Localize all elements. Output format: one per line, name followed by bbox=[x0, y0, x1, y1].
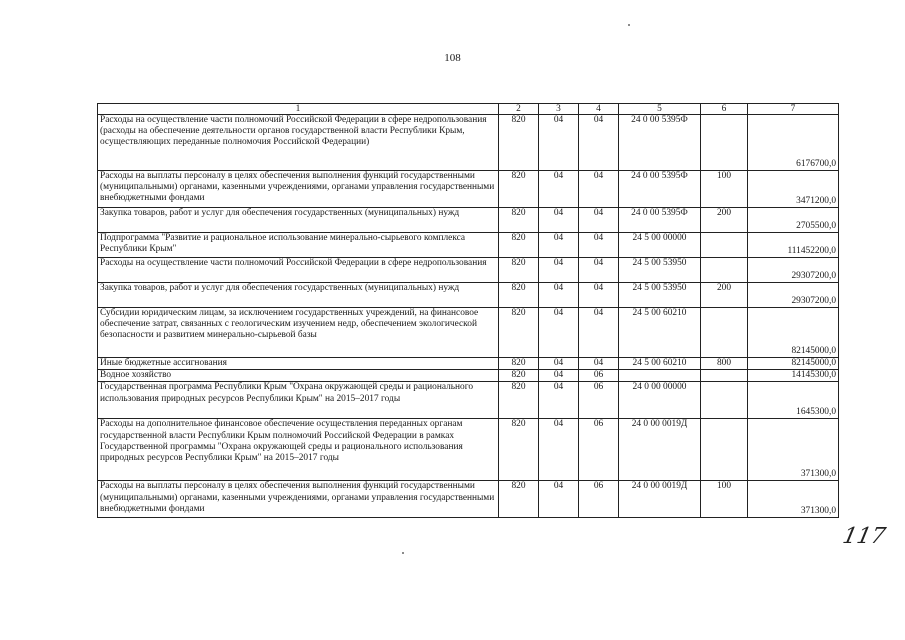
cell-amount: 82145000,0 bbox=[748, 308, 839, 358]
table-row bbox=[98, 233, 839, 258]
cell-subsection: 06 bbox=[579, 382, 619, 419]
cell-subsection: 04 bbox=[579, 258, 619, 283]
table-row bbox=[98, 481, 839, 518]
budget-table bbox=[97, 103, 839, 518]
cell-amount: 14145300,0 bbox=[748, 370, 839, 382]
table-row bbox=[98, 358, 839, 370]
row-name: Закупка товаров, работ и услуг для обеспечения государственных (муниципальных) нужд bbox=[98, 283, 499, 308]
cell-amount: 371300,0 bbox=[748, 419, 839, 481]
cell-section: 04 bbox=[539, 308, 579, 358]
cell-subsection: 04 bbox=[579, 171, 619, 208]
scan-speck bbox=[628, 24, 630, 26]
cell-ministry: 820 bbox=[499, 419, 539, 481]
row-name: Расходы на выплаты персоналу в целях обеспечения выполнения функций государственными (муниципальными) органами, казенными учреждениями, органами управления государственными внебюджетными фондами bbox=[98, 481, 499, 518]
row-name: Расходы на выплаты персоналу в целях обеспечения выполнения функций государственными (муниципальными) органами, казенными учреждениями, органами управления государственными внебюджетными фондами bbox=[98, 171, 499, 208]
table-row bbox=[98, 382, 839, 419]
cell-expense-type bbox=[701, 233, 748, 258]
row-name: Расходы на осуществление части полномочий Российской Федерации в сфере недропользования bbox=[98, 258, 499, 283]
row-name: Расходы на дополнительное финансовое обеспечение осуществления переданных органам государственной власти Республики Крым полномочий Российской Федерации в рамках Государственной программы "Охрана окружающей среды и рационального использования природных ресурсов Республики Крым" на 2015–2017 годы bbox=[98, 419, 499, 481]
cell-target-article: 24 0 00 0019Д bbox=[619, 419, 701, 481]
cell-subsection: 04 bbox=[579, 283, 619, 308]
cell-target-article: 24 5 00 53950 bbox=[619, 283, 701, 308]
cell-section: 04 bbox=[539, 419, 579, 481]
table-row bbox=[98, 258, 839, 283]
cell-amount: 1645300,0 bbox=[748, 382, 839, 419]
row-name: Подпрограмма "Развитие и рациональное использование минерально-сырьевого комплекса Республики Крым" bbox=[98, 233, 499, 258]
cell-subsection: 04 bbox=[579, 115, 619, 171]
cell-amount: 6176700,0 bbox=[748, 115, 839, 171]
table-row bbox=[98, 115, 839, 171]
cell-subsection: 04 bbox=[579, 308, 619, 358]
header-cell: 2 bbox=[499, 104, 539, 115]
cell-expense-type: 100 bbox=[701, 171, 748, 208]
page-number: 108 bbox=[444, 52, 461, 64]
cell-section: 04 bbox=[539, 258, 579, 283]
cell-amount: 29307200,0 bbox=[748, 283, 839, 308]
cell-subsection: 06 bbox=[579, 370, 619, 382]
cell-ministry: 820 bbox=[499, 283, 539, 308]
row-name: Субсидии юридическим лицам, за исключением государственных учреждений, на финансовое обеспечение затрат, связанных с геологическим изучением недр, обеспечением экологической безопасности и развитием минерально-сырьевой базы bbox=[98, 308, 499, 358]
header-cell: 3 bbox=[539, 104, 579, 115]
cell-expense-type bbox=[701, 419, 748, 481]
cell-section: 04 bbox=[539, 283, 579, 308]
cell-section: 04 bbox=[539, 481, 579, 518]
cell-ministry: 820 bbox=[499, 308, 539, 358]
cell-target-article bbox=[619, 370, 701, 382]
header-cell: 7 bbox=[748, 104, 839, 115]
cell-amount: 29307200,0 bbox=[748, 258, 839, 283]
cell-ministry: 820 bbox=[499, 358, 539, 370]
row-name: Водное хозяйство bbox=[98, 370, 499, 382]
cell-expense-type bbox=[701, 308, 748, 358]
scan-speck bbox=[402, 552, 404, 554]
cell-subsection: 04 bbox=[579, 208, 619, 233]
cell-expense-type: 200 bbox=[701, 208, 748, 233]
cell-section: 04 bbox=[539, 208, 579, 233]
cell-target-article: 24 0 00 5395Ф bbox=[619, 115, 701, 171]
row-name: Расходы на осуществление части полномочий Российской Федерации в сфере недропользования (расходы на обеспечение деятельности органов государственной власти Республики Крым, осуществляющих переданные полномочия Российской Федерации) bbox=[98, 115, 499, 171]
cell-expense-type bbox=[701, 382, 748, 419]
cell-subsection: 04 bbox=[579, 358, 619, 370]
cell-ministry: 820 bbox=[499, 233, 539, 258]
header-cell: 5 bbox=[619, 104, 701, 115]
cell-expense-type: 200 bbox=[701, 283, 748, 308]
row-name: Государственная программа Республики Крым "Охрана окружающей среды и рационального использования природных ресурсов Республики Крым" на 2015–2017 годы bbox=[98, 382, 499, 419]
cell-amount: 111452200,0 bbox=[748, 233, 839, 258]
cell-target-article: 24 0 00 5395Ф bbox=[619, 208, 701, 233]
cell-target-article: 24 5 00 60210 bbox=[619, 308, 701, 358]
cell-target-article: 24 5 00 53950 bbox=[619, 258, 701, 283]
cell-section: 04 bbox=[539, 358, 579, 370]
cell-target-article: 24 0 00 00000 bbox=[619, 382, 701, 419]
cell-ministry: 820 bbox=[499, 481, 539, 518]
cell-subsection: 06 bbox=[579, 419, 619, 481]
cell-ministry: 820 bbox=[499, 382, 539, 419]
table-row bbox=[98, 283, 839, 308]
cell-ministry: 820 bbox=[499, 115, 539, 171]
header-cell: 1 bbox=[98, 104, 499, 115]
handwritten-page-note: 117 bbox=[840, 524, 888, 549]
cell-subsection: 04 bbox=[579, 233, 619, 258]
cell-ministry: 820 bbox=[499, 208, 539, 233]
cell-target-article: 24 0 00 5395Ф bbox=[619, 171, 701, 208]
cell-target-article: 24 5 00 60210 bbox=[619, 358, 701, 370]
cell-section: 04 bbox=[539, 382, 579, 419]
table-row bbox=[98, 419, 839, 481]
cell-target-article: 24 5 00 00000 bbox=[619, 233, 701, 258]
cell-subsection: 06 bbox=[579, 481, 619, 518]
cell-ministry: 820 bbox=[499, 171, 539, 208]
table-row bbox=[98, 308, 839, 358]
table-row bbox=[98, 370, 839, 382]
cell-expense-type bbox=[701, 115, 748, 171]
row-name: Закупка товаров, работ и услуг для обеспечения государственных (муниципальных) нужд bbox=[98, 208, 499, 233]
table-body bbox=[98, 115, 839, 518]
cell-amount: 3471200,0 bbox=[748, 171, 839, 208]
cell-expense-type bbox=[701, 258, 748, 283]
cell-section: 04 bbox=[539, 233, 579, 258]
cell-ministry: 820 bbox=[499, 370, 539, 382]
cell-amount: 2705500,0 bbox=[748, 208, 839, 233]
cell-target-article: 24 0 00 0019Д bbox=[619, 481, 701, 518]
header-cell: 4 bbox=[579, 104, 619, 115]
cell-ministry: 820 bbox=[499, 258, 539, 283]
cell-amount: 371300,0 bbox=[748, 481, 839, 518]
cell-amount: 82145000,0 bbox=[748, 358, 839, 370]
table-header-row bbox=[98, 104, 839, 115]
table-row bbox=[98, 171, 839, 208]
cell-section: 04 bbox=[539, 171, 579, 208]
cell-expense-type: 800 bbox=[701, 358, 748, 370]
cell-expense-type bbox=[701, 370, 748, 382]
table-row bbox=[98, 208, 839, 233]
header-cell: 6 bbox=[701, 104, 748, 115]
cell-section: 04 bbox=[539, 115, 579, 171]
cell-section: 04 bbox=[539, 370, 579, 382]
row-name: Иные бюджетные ассигнования bbox=[98, 358, 499, 370]
cell-expense-type: 100 bbox=[701, 481, 748, 518]
